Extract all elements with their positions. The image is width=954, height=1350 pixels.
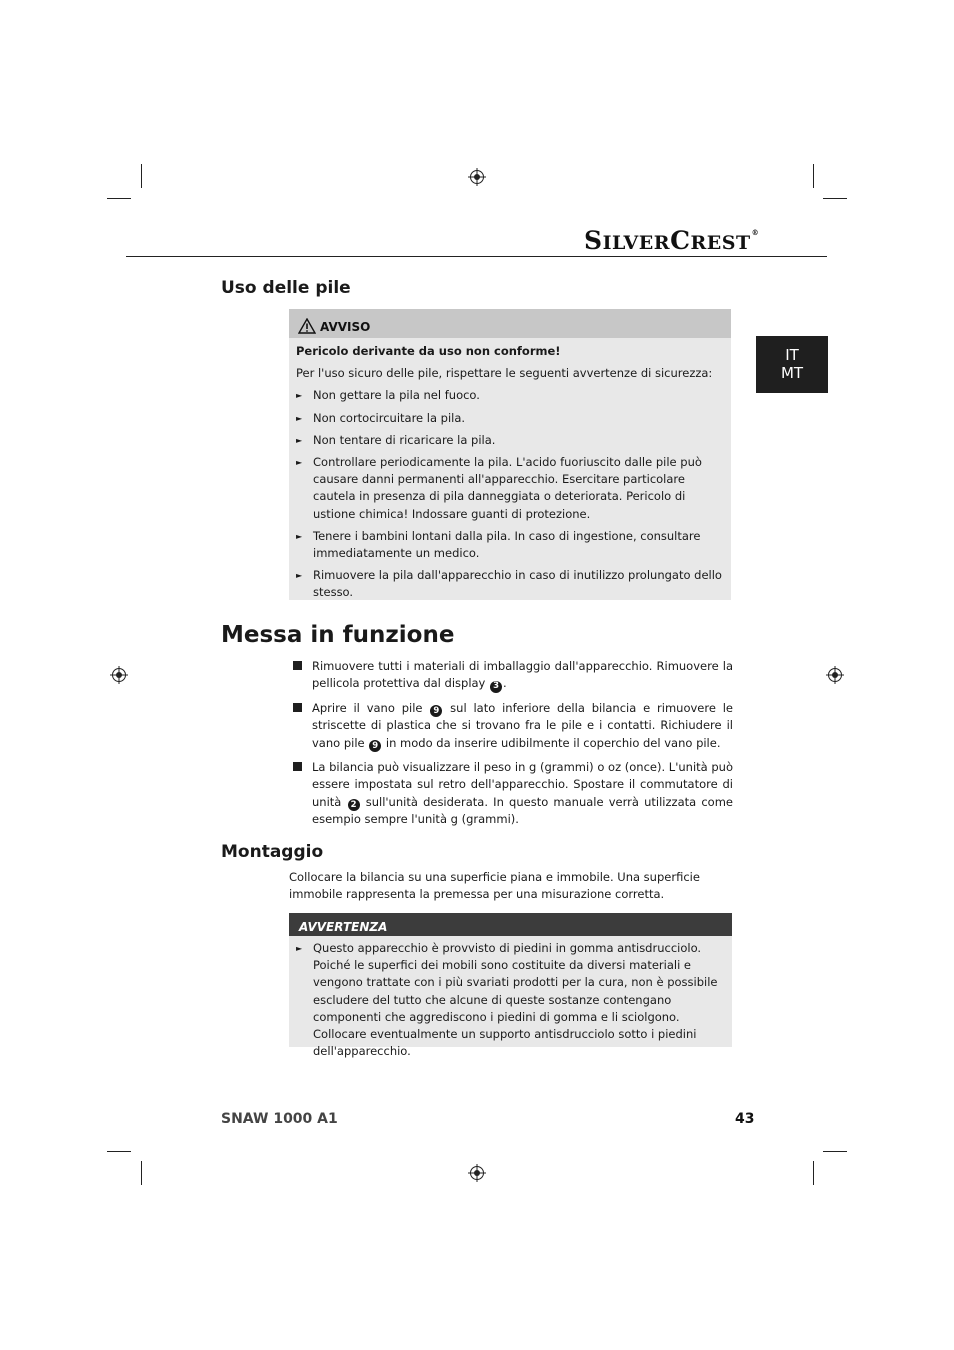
language-code: MT	[780, 364, 804, 382]
crop-mark	[823, 1151, 847, 1152]
registration-mark-icon	[110, 666, 128, 684]
list-item: La bilancia può visualizzare il peso in g (grammi) o oz (once). L'unità può essere impostata sul retro dell'apparecchio. Spostare il commutatore di unità 2 sull'unità desiderata. In questo manuale verrà utilizzata come esempio sempre l'unità g (grammi).	[293, 759, 733, 828]
warning-label: AVVISO	[320, 320, 371, 334]
arrow-bullet-icon: ►	[296, 435, 303, 445]
arrow-bullet-icon: ►	[296, 531, 303, 541]
warning-header	[289, 309, 731, 338]
montaggio-text: Collocare la bilancia su una superficie piana e immobile. Una superficie immobile rappresenta la premessa per una misurazione corretta.	[289, 870, 700, 902]
callout-number: 9	[369, 740, 381, 752]
arrow-bullet-icon: ►	[296, 571, 303, 581]
registration-mark-icon	[468, 168, 486, 186]
list-item: ► Non tentare di ricaricare la pila.	[296, 432, 723, 449]
footer-model: SNAW 1000 A1	[221, 1111, 338, 1127]
list-item: ► Controllare periodicamente la pila. L'acido fuoriuscito dalle pile può causare danni permanenti all'apparecchio. Esercitare particolare cautela in presenza di pila danneggiata o deteriorata. Pericolo di ustione chimica! Indossare guanti di protezione.	[296, 454, 723, 523]
notice-box	[289, 913, 732, 1059]
section-title-messa: Messa in funzione	[221, 622, 455, 648]
list-item: ► Questo apparecchio è provvisto di piedini in gomma antisdrucciolo. Poiché le superfici dei mobili sono costituite da diversi materiali e vengono trattate con i più svariati prodotti per la cura, non è possibile escludere del tutto che alcune di queste sostanze contengano componenti che aggrediscono i piedini di gomma e li sciolgono. Collocare eventualmente un supporto antisdrucciolo sotto i piedini dell'apparecchio.	[296, 940, 724, 1060]
arrow-bullet-icon: ►	[296, 944, 303, 953]
notice-label: AVVERTENZA	[299, 919, 388, 934]
list-item: Rimuovere tutti i materiali di imballaggio dall'apparecchio. Rimuovere la pellicola protettiva dal display 3 .	[293, 658, 733, 693]
warning-headline: Pericolo derivante da uso non conforme!	[296, 344, 561, 358]
brand-logo: SILVERCREST®	[584, 226, 760, 255]
crop-mark	[141, 1161, 142, 1185]
crop-mark	[823, 198, 847, 199]
crop-mark	[107, 1151, 131, 1152]
section-title-uso: Uso delle pile	[221, 278, 351, 298]
language-tab	[756, 336, 828, 393]
warning-box	[289, 309, 731, 600]
warning-intro: Per l'uso sicuro delle pile, rispettare le seguenti avvertenze di sicurezza:	[296, 366, 713, 381]
crop-mark	[141, 164, 142, 188]
page-number: 43	[735, 1111, 755, 1127]
square-bullet-icon	[293, 658, 312, 693]
section-title-montaggio: Montaggio	[221, 842, 324, 862]
notice-header	[289, 913, 732, 936]
list-item: ► Rimuovere la pila dall'apparecchio in caso di inutilizzo prolungato dello stesso.	[296, 567, 723, 601]
arrow-bullet-icon: ►	[296, 413, 303, 423]
setup-steps	[293, 658, 733, 835]
callout-number: 2	[348, 799, 360, 811]
header-divider	[126, 256, 827, 257]
crop-mark	[813, 1161, 814, 1185]
list-item: ► Non gettare la pila nel fuoco.	[296, 387, 723, 404]
arrow-bullet-icon: ►	[296, 391, 303, 401]
square-bullet-icon	[293, 700, 312, 752]
arrow-bullet-icon: ►	[296, 458, 303, 468]
callout-number: 9	[430, 705, 442, 717]
crop-mark	[813, 164, 814, 188]
callout-number: 3	[490, 681, 502, 693]
language-code: IT	[785, 346, 799, 364]
warning-triangle-icon	[298, 318, 316, 334]
list-item: ► Non cortocircuitare la pila.	[296, 410, 723, 427]
crop-mark	[107, 198, 131, 199]
registration-mark-icon	[826, 666, 844, 684]
list-item: Aprire il vano pile 9 sul lato inferiore della bilancia e rimuovere le striscette di plastica che si trovano fra le pile e i contatti. Richiudere il vano pile 9 in modo da inserire udibilmente il coperchio del vano pile.	[293, 700, 733, 752]
registration-mark-icon	[468, 1164, 486, 1182]
list-item: ► Tenere i bambini lontani dalla pila. In caso di ingestione, consultare immediatamente un medico.	[296, 528, 723, 562]
square-bullet-icon	[293, 759, 312, 828]
